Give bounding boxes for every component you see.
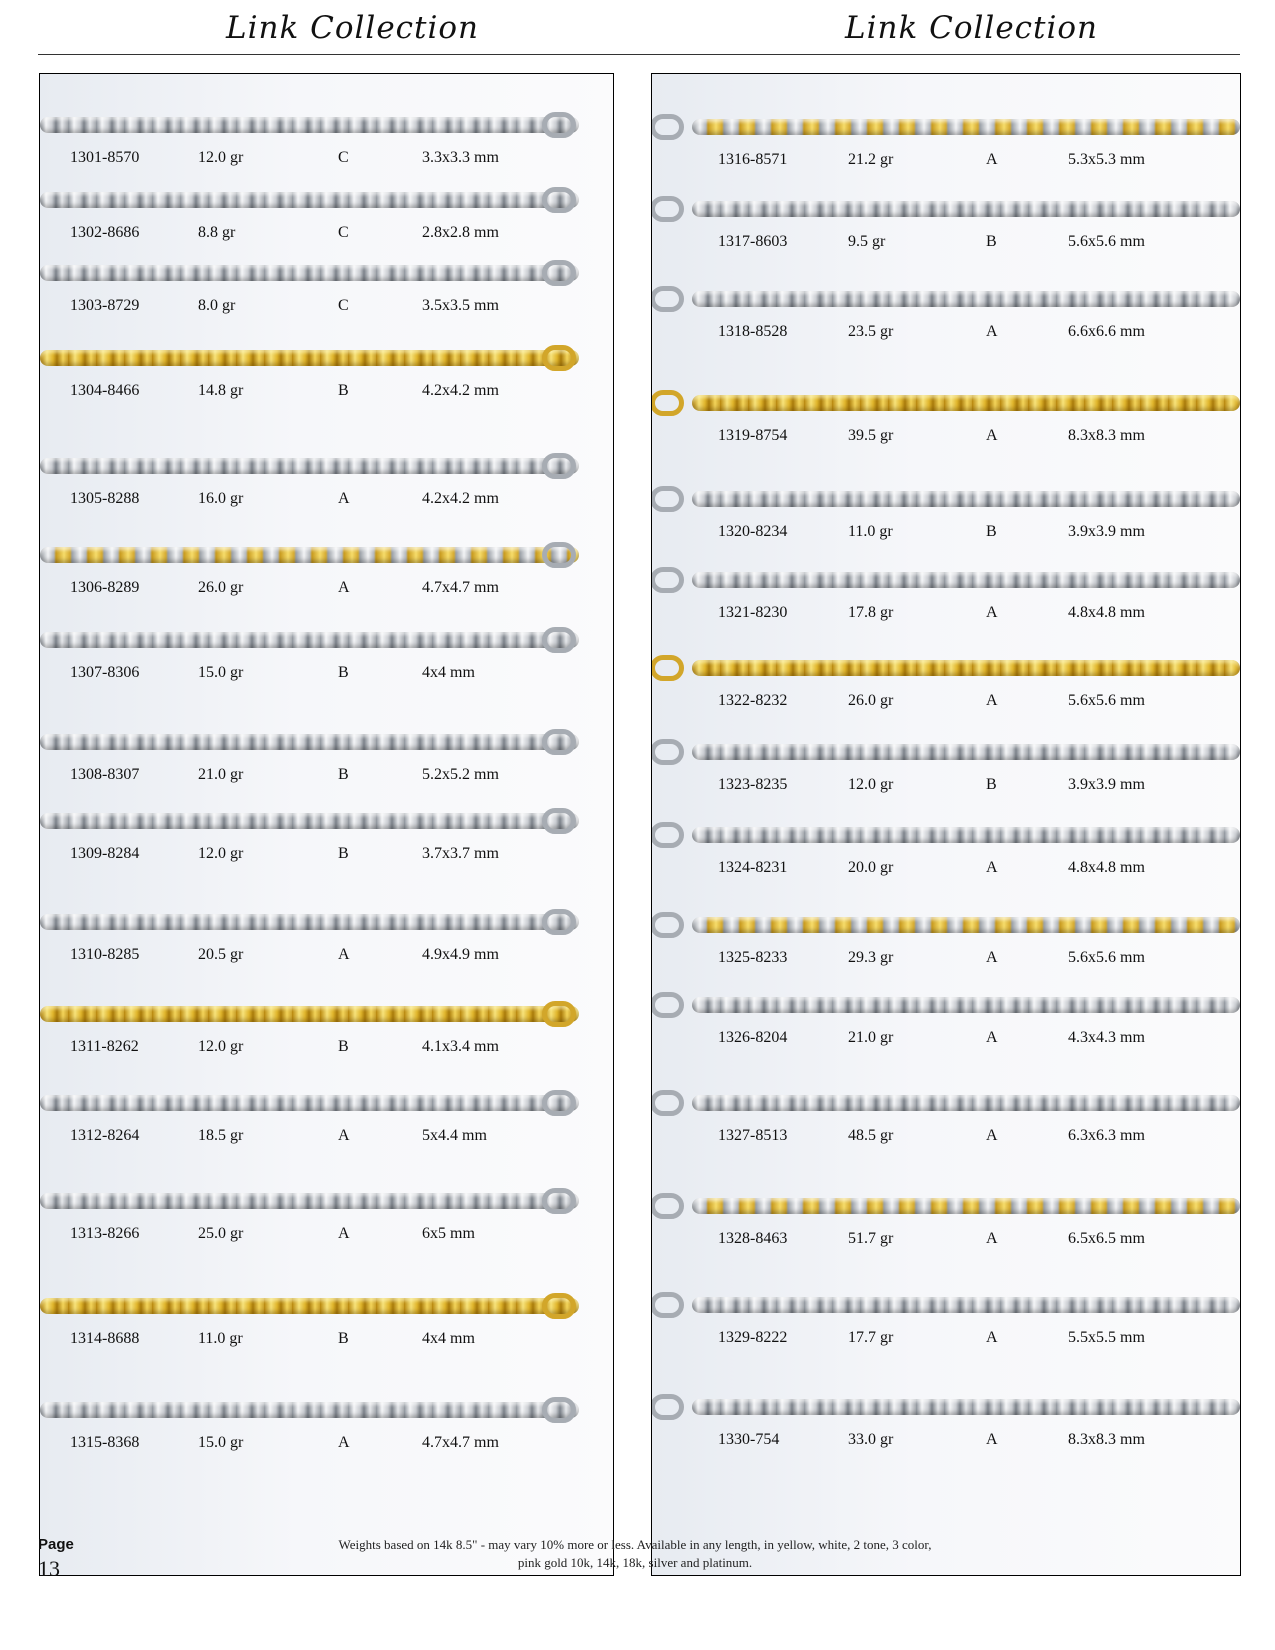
clasp-icon xyxy=(651,1090,684,1116)
item-weight: 16.0 gr xyxy=(198,490,244,507)
chain-image xyxy=(692,119,1240,135)
item-grade: A xyxy=(986,692,998,709)
item-grade: B xyxy=(986,776,997,793)
item-code: 1308-8307 xyxy=(70,766,140,783)
item-code: 1309-8284 xyxy=(70,845,140,862)
item-size: 3.9x3.9 mm xyxy=(1068,776,1145,793)
item-grade: A xyxy=(338,946,350,963)
item-grade: A xyxy=(986,151,998,168)
chain-image xyxy=(692,1297,1240,1313)
item-weight: 25.0 gr xyxy=(198,1225,244,1242)
chain-image xyxy=(692,491,1240,507)
item-code: 1318-8528 xyxy=(718,323,788,340)
chain-image xyxy=(40,547,579,563)
item-size: 3.9x3.9 mm xyxy=(1068,523,1145,540)
right-page-title: Link Collection xyxy=(845,10,1099,46)
product-item xyxy=(40,906,613,963)
clasp-icon xyxy=(542,1397,576,1423)
item-grade: C xyxy=(338,224,349,241)
header-divider xyxy=(38,54,1240,55)
product-item xyxy=(652,736,1240,793)
clasp-icon xyxy=(542,112,576,138)
product-item xyxy=(40,624,613,681)
item-weight: 48.5 gr xyxy=(848,1127,894,1144)
item-weight: 21.0 gr xyxy=(198,766,244,783)
clasp-icon xyxy=(542,187,576,213)
item-weight: 23.5 gr xyxy=(848,323,894,340)
page-label: Page xyxy=(38,1536,74,1553)
clasp-icon xyxy=(651,912,684,938)
item-size: 6.3x6.3 mm xyxy=(1068,1127,1145,1144)
item-size: 5x4.4 mm xyxy=(422,1127,487,1144)
chain-image xyxy=(40,813,579,829)
product-item xyxy=(652,1087,1240,1144)
item-code: 1325-8233 xyxy=(718,949,788,966)
item-code: 1317-8603 xyxy=(718,233,788,250)
chain-image xyxy=(692,827,1240,843)
product-item xyxy=(40,726,613,783)
item-grade: A xyxy=(986,1230,998,1247)
product-item xyxy=(40,1290,613,1347)
chain-image xyxy=(692,291,1240,307)
product-item xyxy=(40,342,613,399)
item-grade: B xyxy=(338,845,349,862)
right-product-panel xyxy=(651,73,1241,1576)
clasp-icon xyxy=(542,909,576,935)
item-grade: A xyxy=(338,1127,350,1144)
product-item xyxy=(652,283,1240,340)
item-grade: A xyxy=(338,1434,350,1451)
item-code: 1321-8230 xyxy=(718,604,788,621)
chain-image xyxy=(40,117,579,133)
item-grade: C xyxy=(338,149,349,166)
item-size: 4.2x4.2 mm xyxy=(422,490,499,507)
clasp-icon xyxy=(651,1394,684,1420)
product-item xyxy=(652,483,1240,540)
item-grade: A xyxy=(986,1431,998,1448)
item-weight: 29.3 gr xyxy=(848,949,894,966)
item-grade: A xyxy=(986,604,998,621)
item-code: 1306-8289 xyxy=(70,579,140,596)
clasp-icon xyxy=(542,1188,576,1214)
item-size: 4.9x4.9 mm xyxy=(422,946,499,963)
item-weight: 17.8 gr xyxy=(848,604,894,621)
product-item xyxy=(40,998,613,1055)
footer-note-line-1: Weights based on 14k 8.5" - may vary 10% more or less. Available in any length, in yellow, white, 2 tone, 3 color, xyxy=(338,1537,932,1552)
product-item xyxy=(652,1289,1240,1346)
chain-image xyxy=(40,265,579,281)
item-weight: 26.0 gr xyxy=(848,692,894,709)
item-code: 1316-8571 xyxy=(718,151,788,168)
chain-image xyxy=(40,458,579,474)
item-code: 1326-8204 xyxy=(718,1029,788,1046)
item-size: 5.2x5.2 mm xyxy=(422,766,499,783)
item-weight: 26.0 gr xyxy=(198,579,244,596)
product-item xyxy=(40,1185,613,1242)
chain-image xyxy=(40,1298,579,1314)
item-size: 4x4 mm xyxy=(422,664,475,681)
chain-image xyxy=(40,1402,579,1418)
product-item xyxy=(40,539,613,596)
product-item xyxy=(40,450,613,507)
item-grade: A xyxy=(338,490,350,507)
item-code: 1303-8729 xyxy=(70,297,140,314)
item-weight: 12.0 gr xyxy=(848,776,894,793)
clasp-icon xyxy=(651,1292,684,1318)
chain-image xyxy=(692,744,1240,760)
item-weight: 12.0 gr xyxy=(198,149,244,166)
chain-image xyxy=(692,997,1240,1013)
item-grade: A xyxy=(338,1225,350,1242)
item-grade: A xyxy=(986,949,998,966)
chain-image xyxy=(40,1006,579,1022)
item-weight: 21.2 gr xyxy=(848,151,894,168)
item-code: 1327-8513 xyxy=(718,1127,788,1144)
product-item xyxy=(40,1394,613,1451)
chain-image xyxy=(692,572,1240,588)
item-size: 4.2x4.2 mm xyxy=(422,382,499,399)
item-size: 4.7x4.7 mm xyxy=(422,1434,499,1451)
chain-image xyxy=(40,1095,579,1111)
footer-note xyxy=(240,1536,1030,1572)
item-weight: 51.7 gr xyxy=(848,1230,894,1247)
item-grade: B xyxy=(338,1038,349,1055)
item-code: 1301-8570 xyxy=(70,149,140,166)
clasp-icon xyxy=(651,822,684,848)
item-size: 4.7x4.7 mm xyxy=(422,579,499,596)
product-item xyxy=(652,111,1240,168)
item-weight: 8.8 gr xyxy=(198,224,236,241)
item-grade: A xyxy=(986,859,998,876)
chain-image xyxy=(40,632,579,648)
clasp-icon xyxy=(651,196,684,222)
item-grade: A xyxy=(986,1127,998,1144)
item-size: 6.6x6.6 mm xyxy=(1068,323,1145,340)
product-item xyxy=(652,652,1240,709)
item-code: 1312-8264 xyxy=(70,1127,140,1144)
product-item xyxy=(652,387,1240,444)
item-grade: C xyxy=(338,297,349,314)
item-code: 1304-8466 xyxy=(70,382,140,399)
item-grade: A xyxy=(986,427,998,444)
item-weight: 12.0 gr xyxy=(198,1038,244,1055)
item-code: 1314-8688 xyxy=(70,1330,140,1347)
item-size: 3.3x3.3 mm xyxy=(422,149,499,166)
item-code: 1313-8266 xyxy=(70,1225,140,1242)
item-grade: B xyxy=(338,664,349,681)
page-number: 13 xyxy=(38,1556,60,1581)
product-item xyxy=(652,1190,1240,1247)
item-weight: 20.5 gr xyxy=(198,946,244,963)
clasp-icon xyxy=(651,655,684,681)
item-grade: B xyxy=(338,382,349,399)
item-code: 1319-8754 xyxy=(718,427,788,444)
product-item xyxy=(652,564,1240,621)
product-item xyxy=(652,819,1240,876)
item-size: 4.8x4.8 mm xyxy=(1068,604,1145,621)
item-grade: A xyxy=(986,1029,998,1046)
item-weight: 18.5 gr xyxy=(198,1127,244,1144)
item-code: 1311-8262 xyxy=(70,1038,139,1055)
footer-note-line-2: pink gold 10k, 14k, 18k, silver and platinum. xyxy=(517,1555,753,1570)
item-code: 1315-8368 xyxy=(70,1434,140,1451)
product-item xyxy=(40,1087,613,1144)
item-weight: 11.0 gr xyxy=(848,523,893,540)
item-size: 2.8x2.8 mm xyxy=(422,224,499,241)
item-weight: 15.0 gr xyxy=(198,1434,244,1451)
left-product-panel xyxy=(39,73,614,1576)
item-size: 8.3x8.3 mm xyxy=(1068,1431,1145,1448)
clasp-icon xyxy=(542,542,576,568)
item-size: 3.7x3.7 mm xyxy=(422,845,499,862)
item-code: 1302-8686 xyxy=(70,224,140,241)
item-size: 5.6x5.6 mm xyxy=(1068,692,1145,709)
chain-image xyxy=(692,660,1240,676)
item-code: 1324-8231 xyxy=(718,859,788,876)
chain-image xyxy=(40,734,579,750)
clasp-icon xyxy=(542,345,576,371)
item-code: 1329-8222 xyxy=(718,1329,788,1346)
clasp-icon xyxy=(542,260,576,286)
item-weight: 20.0 gr xyxy=(848,859,894,876)
item-grade: A xyxy=(986,1329,998,1346)
item-weight: 17.7 gr xyxy=(848,1329,894,1346)
item-code: 1320-8234 xyxy=(718,523,788,540)
product-item xyxy=(652,909,1240,966)
chain-image xyxy=(692,1095,1240,1111)
item-code: 1307-8306 xyxy=(70,664,140,681)
item-grade: A xyxy=(986,323,998,340)
item-size: 4.3x4.3 mm xyxy=(1068,1029,1145,1046)
item-size: 5.6x5.6 mm xyxy=(1068,949,1145,966)
clasp-icon xyxy=(651,567,684,593)
chain-image xyxy=(692,395,1240,411)
item-code: 1305-8288 xyxy=(70,490,140,507)
product-item xyxy=(40,184,613,241)
clasp-icon xyxy=(651,1193,684,1219)
item-weight: 9.5 gr xyxy=(848,233,886,250)
item-weight: 11.0 gr xyxy=(198,1330,243,1347)
clasp-icon xyxy=(542,453,576,479)
chain-image xyxy=(40,350,579,366)
item-size: 3.5x3.5 mm xyxy=(422,297,499,314)
item-grade: B xyxy=(338,766,349,783)
product-item xyxy=(652,989,1240,1046)
product-item xyxy=(652,1391,1240,1448)
item-code: 1310-8285 xyxy=(70,946,140,963)
chain-image xyxy=(692,1198,1240,1214)
product-item xyxy=(40,257,613,314)
chain-image xyxy=(40,192,579,208)
clasp-icon xyxy=(651,114,684,140)
item-weight: 14.8 gr xyxy=(198,382,244,399)
clasp-icon xyxy=(542,808,576,834)
left-page-title: Link Collection xyxy=(226,10,480,46)
clasp-icon xyxy=(542,1001,576,1027)
clasp-icon xyxy=(651,486,684,512)
chain-image xyxy=(40,914,579,930)
item-size: 5.3x5.3 mm xyxy=(1068,151,1145,168)
chain-image xyxy=(692,201,1240,217)
item-size: 4.1x3.4 mm xyxy=(422,1038,499,1055)
item-weight: 12.0 gr xyxy=(198,845,244,862)
item-size: 8.3x8.3 mm xyxy=(1068,427,1145,444)
chain-image xyxy=(692,917,1240,933)
product-item xyxy=(652,193,1240,250)
item-size: 5.6x5.6 mm xyxy=(1068,233,1145,250)
item-size: 6x5 mm xyxy=(422,1225,475,1242)
item-size: 5.5x5.5 mm xyxy=(1068,1329,1145,1346)
item-grade: B xyxy=(338,1330,349,1347)
clasp-icon xyxy=(651,739,684,765)
item-weight: 8.0 gr xyxy=(198,297,236,314)
product-item xyxy=(40,805,613,862)
item-size: 4.8x4.8 mm xyxy=(1068,859,1145,876)
clasp-icon xyxy=(542,729,576,755)
clasp-icon xyxy=(542,627,576,653)
clasp-icon xyxy=(651,992,684,1018)
clasp-icon xyxy=(651,286,684,312)
item-size: 6.5x6.5 mm xyxy=(1068,1230,1145,1247)
item-size: 4x4 mm xyxy=(422,1330,475,1347)
chain-image xyxy=(40,1193,579,1209)
item-code: 1322-8232 xyxy=(718,692,788,709)
item-code: 1330-754 xyxy=(718,1431,780,1448)
item-grade: A xyxy=(338,579,350,596)
item-weight: 33.0 gr xyxy=(848,1431,894,1448)
item-code: 1328-8463 xyxy=(718,1230,788,1247)
item-weight: 15.0 gr xyxy=(198,664,244,681)
product-item xyxy=(40,109,613,166)
chain-image xyxy=(692,1399,1240,1415)
clasp-icon xyxy=(542,1293,576,1319)
clasp-icon xyxy=(542,1090,576,1116)
item-weight: 21.0 gr xyxy=(848,1029,894,1046)
clasp-icon xyxy=(651,390,684,416)
item-grade: B xyxy=(986,523,997,540)
item-code: 1323-8235 xyxy=(718,776,788,793)
item-grade: B xyxy=(986,233,997,250)
item-weight: 39.5 gr xyxy=(848,427,894,444)
